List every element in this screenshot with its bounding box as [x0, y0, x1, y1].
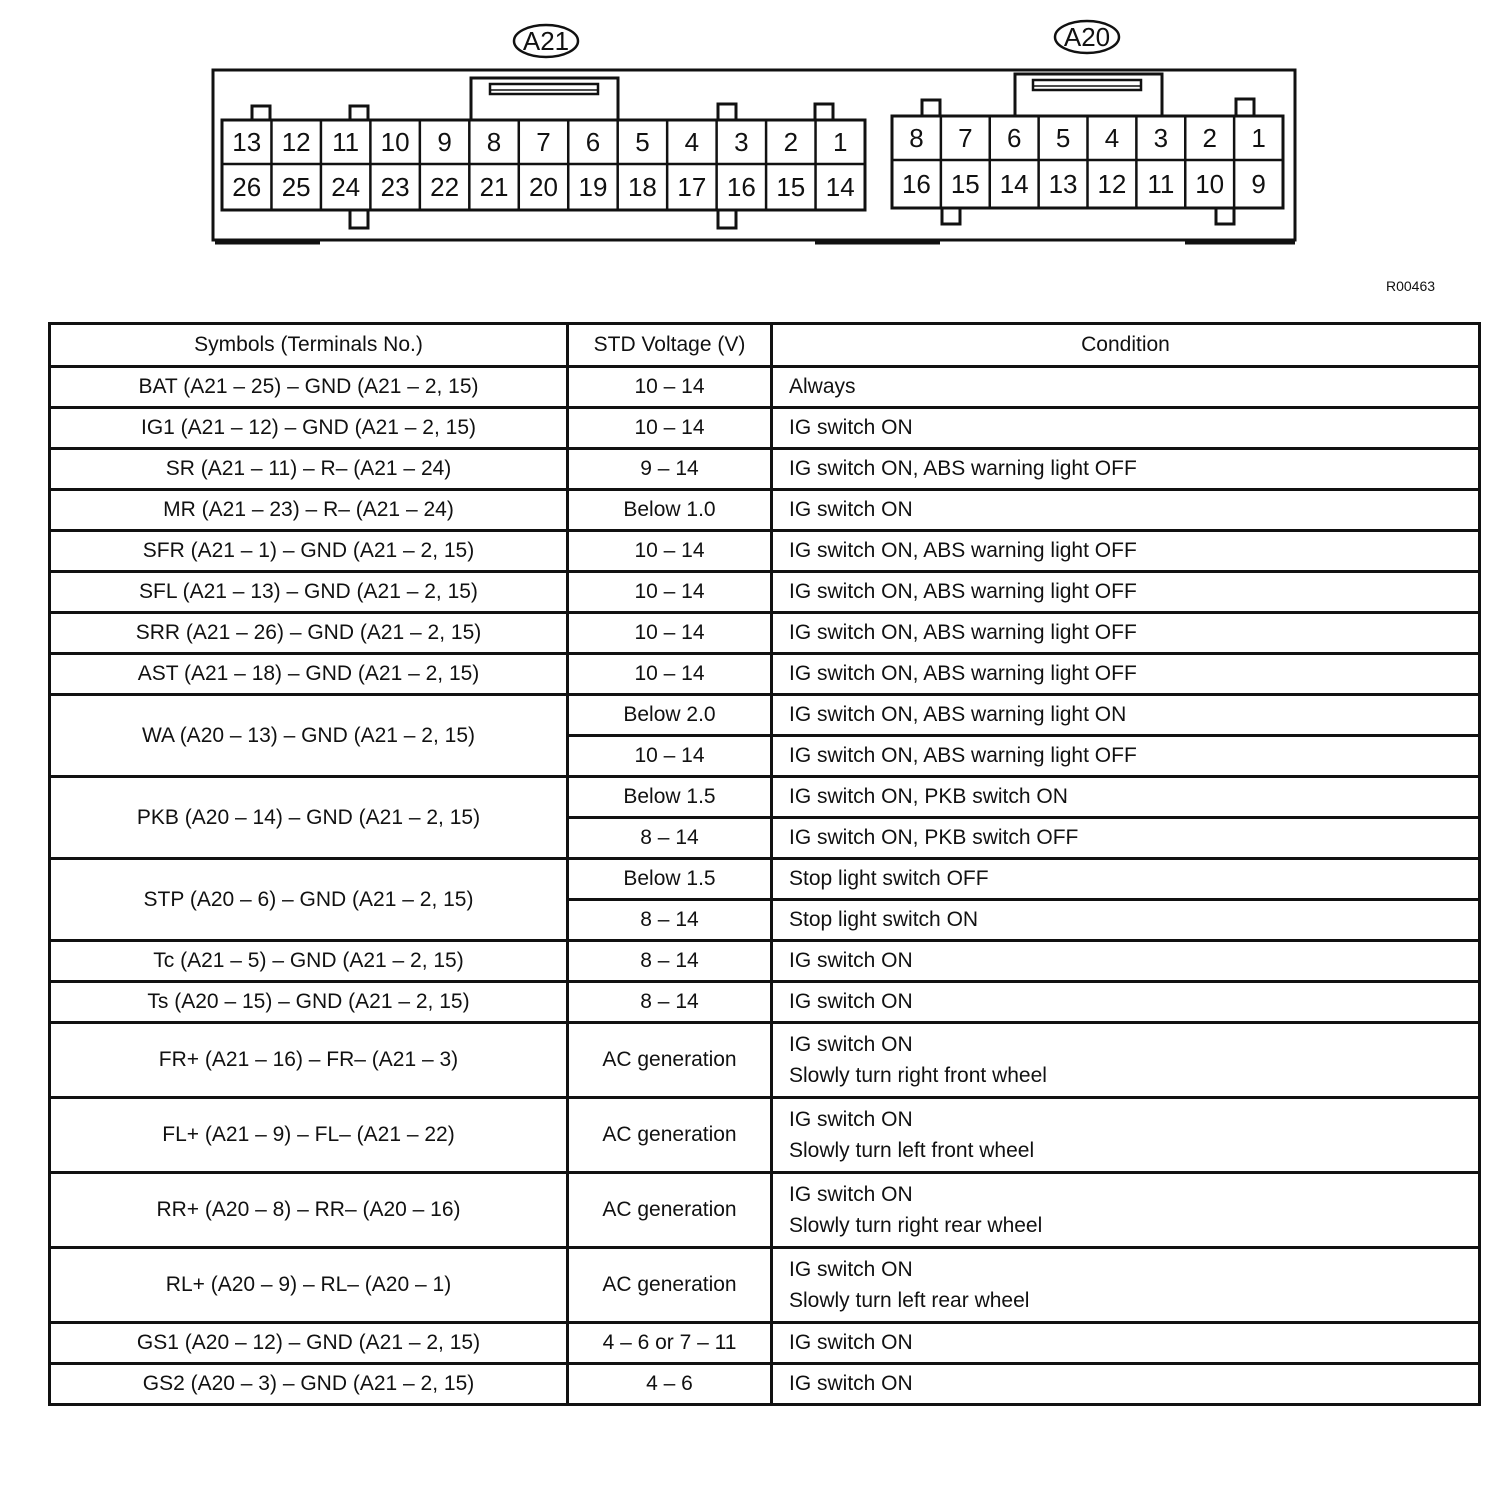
pin-number: 6	[1006, 123, 1022, 153]
table-row	[50, 1023, 1480, 1098]
cell-symbol: SFL (A21 – 13) – GND (A21 – 2, 15)	[50, 572, 568, 613]
cell-symbol: PKB (A20 – 14) – GND (A21 – 2, 15)	[50, 777, 568, 859]
condition-line: Slowly turn right rear wheel	[789, 1214, 1043, 1237]
pin-number: 8	[486, 127, 502, 157]
pin-number: 7	[958, 123, 973, 153]
pin-number: 15	[950, 169, 980, 199]
condition-line: IG switch ON	[789, 498, 913, 522]
table-row	[50, 1323, 1480, 1364]
pin-number: 17	[677, 172, 707, 202]
condition-line: IG switch ON, ABS warning light OFF	[789, 621, 1137, 645]
cell-condition	[772, 408, 1480, 449]
condition-line: Stop light switch ON	[789, 908, 979, 932]
connector-a20-label-group	[1055, 21, 1119, 53]
pin-number: 4	[684, 127, 700, 157]
condition-line: IG switch ON, ABS warning light OFF	[789, 457, 1137, 481]
condition-line: Always	[789, 375, 856, 399]
cell-symbol: FL+ (A21 – 9) – FL– (A21 – 22)	[50, 1098, 568, 1173]
pin-number: 1	[1251, 123, 1266, 153]
cell-std-voltage: AC generation	[568, 1248, 772, 1323]
table-row	[50, 859, 1480, 900]
cell-std-voltage: AC generation	[568, 1098, 772, 1173]
cell-condition	[772, 531, 1480, 572]
cell-condition	[772, 777, 1480, 818]
cell-symbol: AST (A21 – 18) – GND (A21 – 2, 15)	[50, 654, 568, 695]
cell-condition	[772, 1173, 1480, 1248]
cell-symbol: Tc (A21 – 5) – GND (A21 – 2, 15)	[50, 941, 568, 982]
pin-number: 12	[281, 127, 311, 157]
pin-number: 9	[437, 127, 452, 157]
cell-condition	[772, 941, 1480, 982]
cell-std-voltage: 8 – 14	[568, 982, 772, 1023]
condition-line: Slowly turn right front wheel	[789, 1064, 1047, 1087]
cell-condition	[772, 654, 1480, 695]
table-row	[50, 941, 1480, 982]
cell-symbol: GS1 (A20 – 12) – GND (A21 – 2, 15)	[50, 1323, 568, 1364]
cell-condition	[772, 982, 1480, 1023]
condition-line: IG switch ON, ABS warning light OFF	[789, 580, 1137, 604]
table-row	[50, 531, 1480, 572]
pin-number: 16	[901, 169, 931, 199]
table-row	[50, 490, 1480, 531]
table-row	[50, 367, 1480, 408]
table-header-row	[50, 324, 1480, 367]
pin-number: 9	[1251, 169, 1266, 199]
condition-line: IG switch ON, ABS warning light ON	[789, 703, 1127, 727]
cell-condition	[772, 613, 1480, 654]
condition-line: IG switch ON, ABS warning light OFF	[789, 662, 1137, 686]
cell-symbol: WA (A20 – 13) – GND (A21 – 2, 15)	[50, 695, 568, 777]
pin-number: 16	[726, 172, 756, 202]
pin-number: 10	[380, 127, 410, 157]
cell-condition	[772, 572, 1480, 613]
pin-number: 25	[281, 172, 311, 202]
pin-number: 15	[776, 172, 806, 202]
pin-number: 14	[825, 172, 855, 202]
cell-condition	[772, 695, 1480, 736]
table-row	[50, 1248, 1480, 1323]
cell-symbol: BAT (A21 – 25) – GND (A21 – 2, 15)	[50, 367, 568, 408]
cell-std-voltage: Below 1.5	[568, 859, 772, 900]
condition-line: IG switch ON, ABS warning light OFF	[789, 744, 1137, 768]
pin-number: 6	[585, 127, 601, 157]
pin-number: 13	[1048, 169, 1078, 199]
cell-std-voltage: 10 – 14	[568, 613, 772, 654]
cell-condition	[772, 449, 1480, 490]
pin-number: 13	[232, 127, 262, 157]
pin-number: 12	[1097, 169, 1127, 199]
cell-std-voltage: 10 – 14	[568, 654, 772, 695]
pin-number: 8	[909, 123, 924, 153]
condition-line: IG switch ON	[789, 416, 913, 440]
cell-condition	[772, 1248, 1480, 1323]
cell-condition	[772, 490, 1480, 531]
cell-condition	[772, 736, 1480, 777]
condition-line: IG switch ON, PKB switch ON	[789, 785, 1068, 809]
pin-number: 3	[1153, 123, 1169, 153]
cell-condition	[772, 818, 1480, 859]
cell-symbol: SFR (A21 – 1) – GND (A21 – 2, 15)	[50, 531, 568, 572]
cell-std-voltage: Below 1.5	[568, 777, 772, 818]
cell-symbol: RR+ (A20 – 8) – RR– (A20 – 16)	[50, 1173, 568, 1248]
cell-std-voltage: 10 – 14	[568, 408, 772, 449]
pin-number: 7	[536, 127, 551, 157]
terminal-voltage-table	[48, 322, 1481, 1406]
cell-std-voltage: Below 1.0	[568, 490, 772, 531]
condition-line: IG switch ON	[789, 1107, 913, 1131]
cell-symbol: STP (A20 – 6) – GND (A21 – 2, 15)	[50, 859, 568, 941]
cell-condition	[772, 1023, 1480, 1098]
connector-a21-label: A21	[522, 26, 570, 56]
table-row	[50, 695, 1480, 736]
connector-a20-label: A20	[1063, 22, 1111, 52]
cell-std-voltage: 10 – 14	[568, 531, 772, 572]
condition-line: IG switch ON	[789, 1331, 913, 1355]
connector-diagram	[0, 0, 1504, 300]
pin-number: 5	[1055, 123, 1071, 153]
cell-std-voltage: 8 – 14	[568, 900, 772, 941]
pin-number: 23	[380, 172, 410, 202]
pin-number: 10	[1195, 169, 1225, 199]
pin-number: 19	[578, 172, 608, 202]
condition-line: IG switch ON	[789, 1257, 913, 1281]
cell-condition	[772, 1098, 1480, 1173]
condition-line: IG switch ON, PKB switch OFF	[789, 826, 1079, 850]
pin-number: 11	[332, 127, 360, 157]
cell-std-voltage: Below 2.0	[568, 695, 772, 736]
table-row	[50, 613, 1480, 654]
reference-code: R00463	[1386, 278, 1436, 294]
pin-number: 26	[232, 172, 262, 202]
pin-number: 20	[529, 172, 558, 202]
cell-symbol: RL+ (A20 – 9) – RL– (A20 – 1)	[50, 1248, 568, 1323]
cell-symbol: SR (A21 – 11) – R– (A21 – 24)	[50, 449, 568, 490]
pin-number: 22	[430, 172, 460, 202]
table-row	[50, 654, 1480, 695]
table-row	[50, 1173, 1480, 1248]
condition-line: IG switch ON	[789, 1182, 913, 1206]
cell-std-voltage: 8 – 14	[568, 818, 772, 859]
condition-line: IG switch ON	[789, 1372, 913, 1396]
condition-line: Slowly turn left front wheel	[789, 1139, 1035, 1162]
pin-number: 11	[1147, 169, 1175, 199]
pin-number: 2	[783, 127, 799, 157]
pin-number: 2	[1202, 123, 1217, 153]
cell-symbol: IG1 (A21 – 12) – GND (A21 – 2, 15)	[50, 408, 568, 449]
pin-number: 14	[999, 169, 1029, 199]
pin-number: 21	[479, 172, 509, 202]
cell-std-voltage: AC generation	[568, 1023, 772, 1098]
cell-std-voltage: 4 – 6 or 7 – 11	[568, 1323, 772, 1364]
condition-line: Slowly turn left rear wheel	[789, 1289, 1030, 1312]
condition-line: IG switch ON	[789, 990, 913, 1014]
pin-number: 1	[833, 127, 848, 157]
cell-condition	[772, 1323, 1480, 1364]
pin-number: 18	[627, 172, 657, 202]
table-row	[50, 572, 1480, 613]
cell-condition	[772, 900, 1480, 941]
table-body	[50, 367, 1480, 1405]
condition-line: IG switch ON, ABS warning light OFF	[789, 539, 1137, 563]
cell-symbol: Ts (A20 – 15) – GND (A21 – 2, 15)	[50, 982, 568, 1023]
cell-std-voltage: 10 – 14	[568, 367, 772, 408]
table-row	[50, 449, 1480, 490]
connector-a21-label-group	[514, 25, 578, 57]
cell-std-voltage: 10 – 14	[568, 572, 772, 613]
cell-symbol: SRR (A21 – 26) – GND (A21 – 2, 15)	[50, 613, 568, 654]
pin-number: 5	[635, 127, 650, 157]
cell-std-voltage: AC generation	[568, 1173, 772, 1248]
condition-line: IG switch ON	[789, 949, 913, 973]
header-symbols: Symbols (Terminals No.)	[50, 324, 568, 367]
table-row	[50, 408, 1480, 449]
header-condition: Condition	[772, 324, 1480, 367]
table-row	[50, 982, 1480, 1023]
cell-symbol: MR (A21 – 23) – R– (A21 – 24)	[50, 490, 568, 531]
table-row	[50, 777, 1480, 818]
cell-condition	[772, 1364, 1480, 1405]
cell-symbol: FR+ (A21 – 16) – FR– (A21 – 3)	[50, 1023, 568, 1098]
cell-std-voltage: 10 – 14	[568, 736, 772, 777]
table-row	[50, 1364, 1480, 1405]
cell-std-voltage: 8 – 14	[568, 941, 772, 982]
cell-symbol: GS2 (A20 – 3) – GND (A21 – 2, 15)	[50, 1364, 568, 1405]
pin-number: 24	[331, 172, 361, 202]
cell-condition	[772, 859, 1480, 900]
header-std-voltage: STD Voltage (V)	[568, 324, 772, 367]
pin-number: 4	[1104, 123, 1120, 153]
cell-std-voltage: 9 – 14	[568, 449, 772, 490]
condition-line: IG switch ON	[789, 1032, 913, 1056]
table-row	[50, 1098, 1480, 1173]
condition-line: Stop light switch OFF	[789, 867, 989, 891]
pin-number: 3	[734, 127, 749, 157]
cell-condition	[772, 367, 1480, 408]
cell-std-voltage: 4 – 6	[568, 1364, 772, 1405]
